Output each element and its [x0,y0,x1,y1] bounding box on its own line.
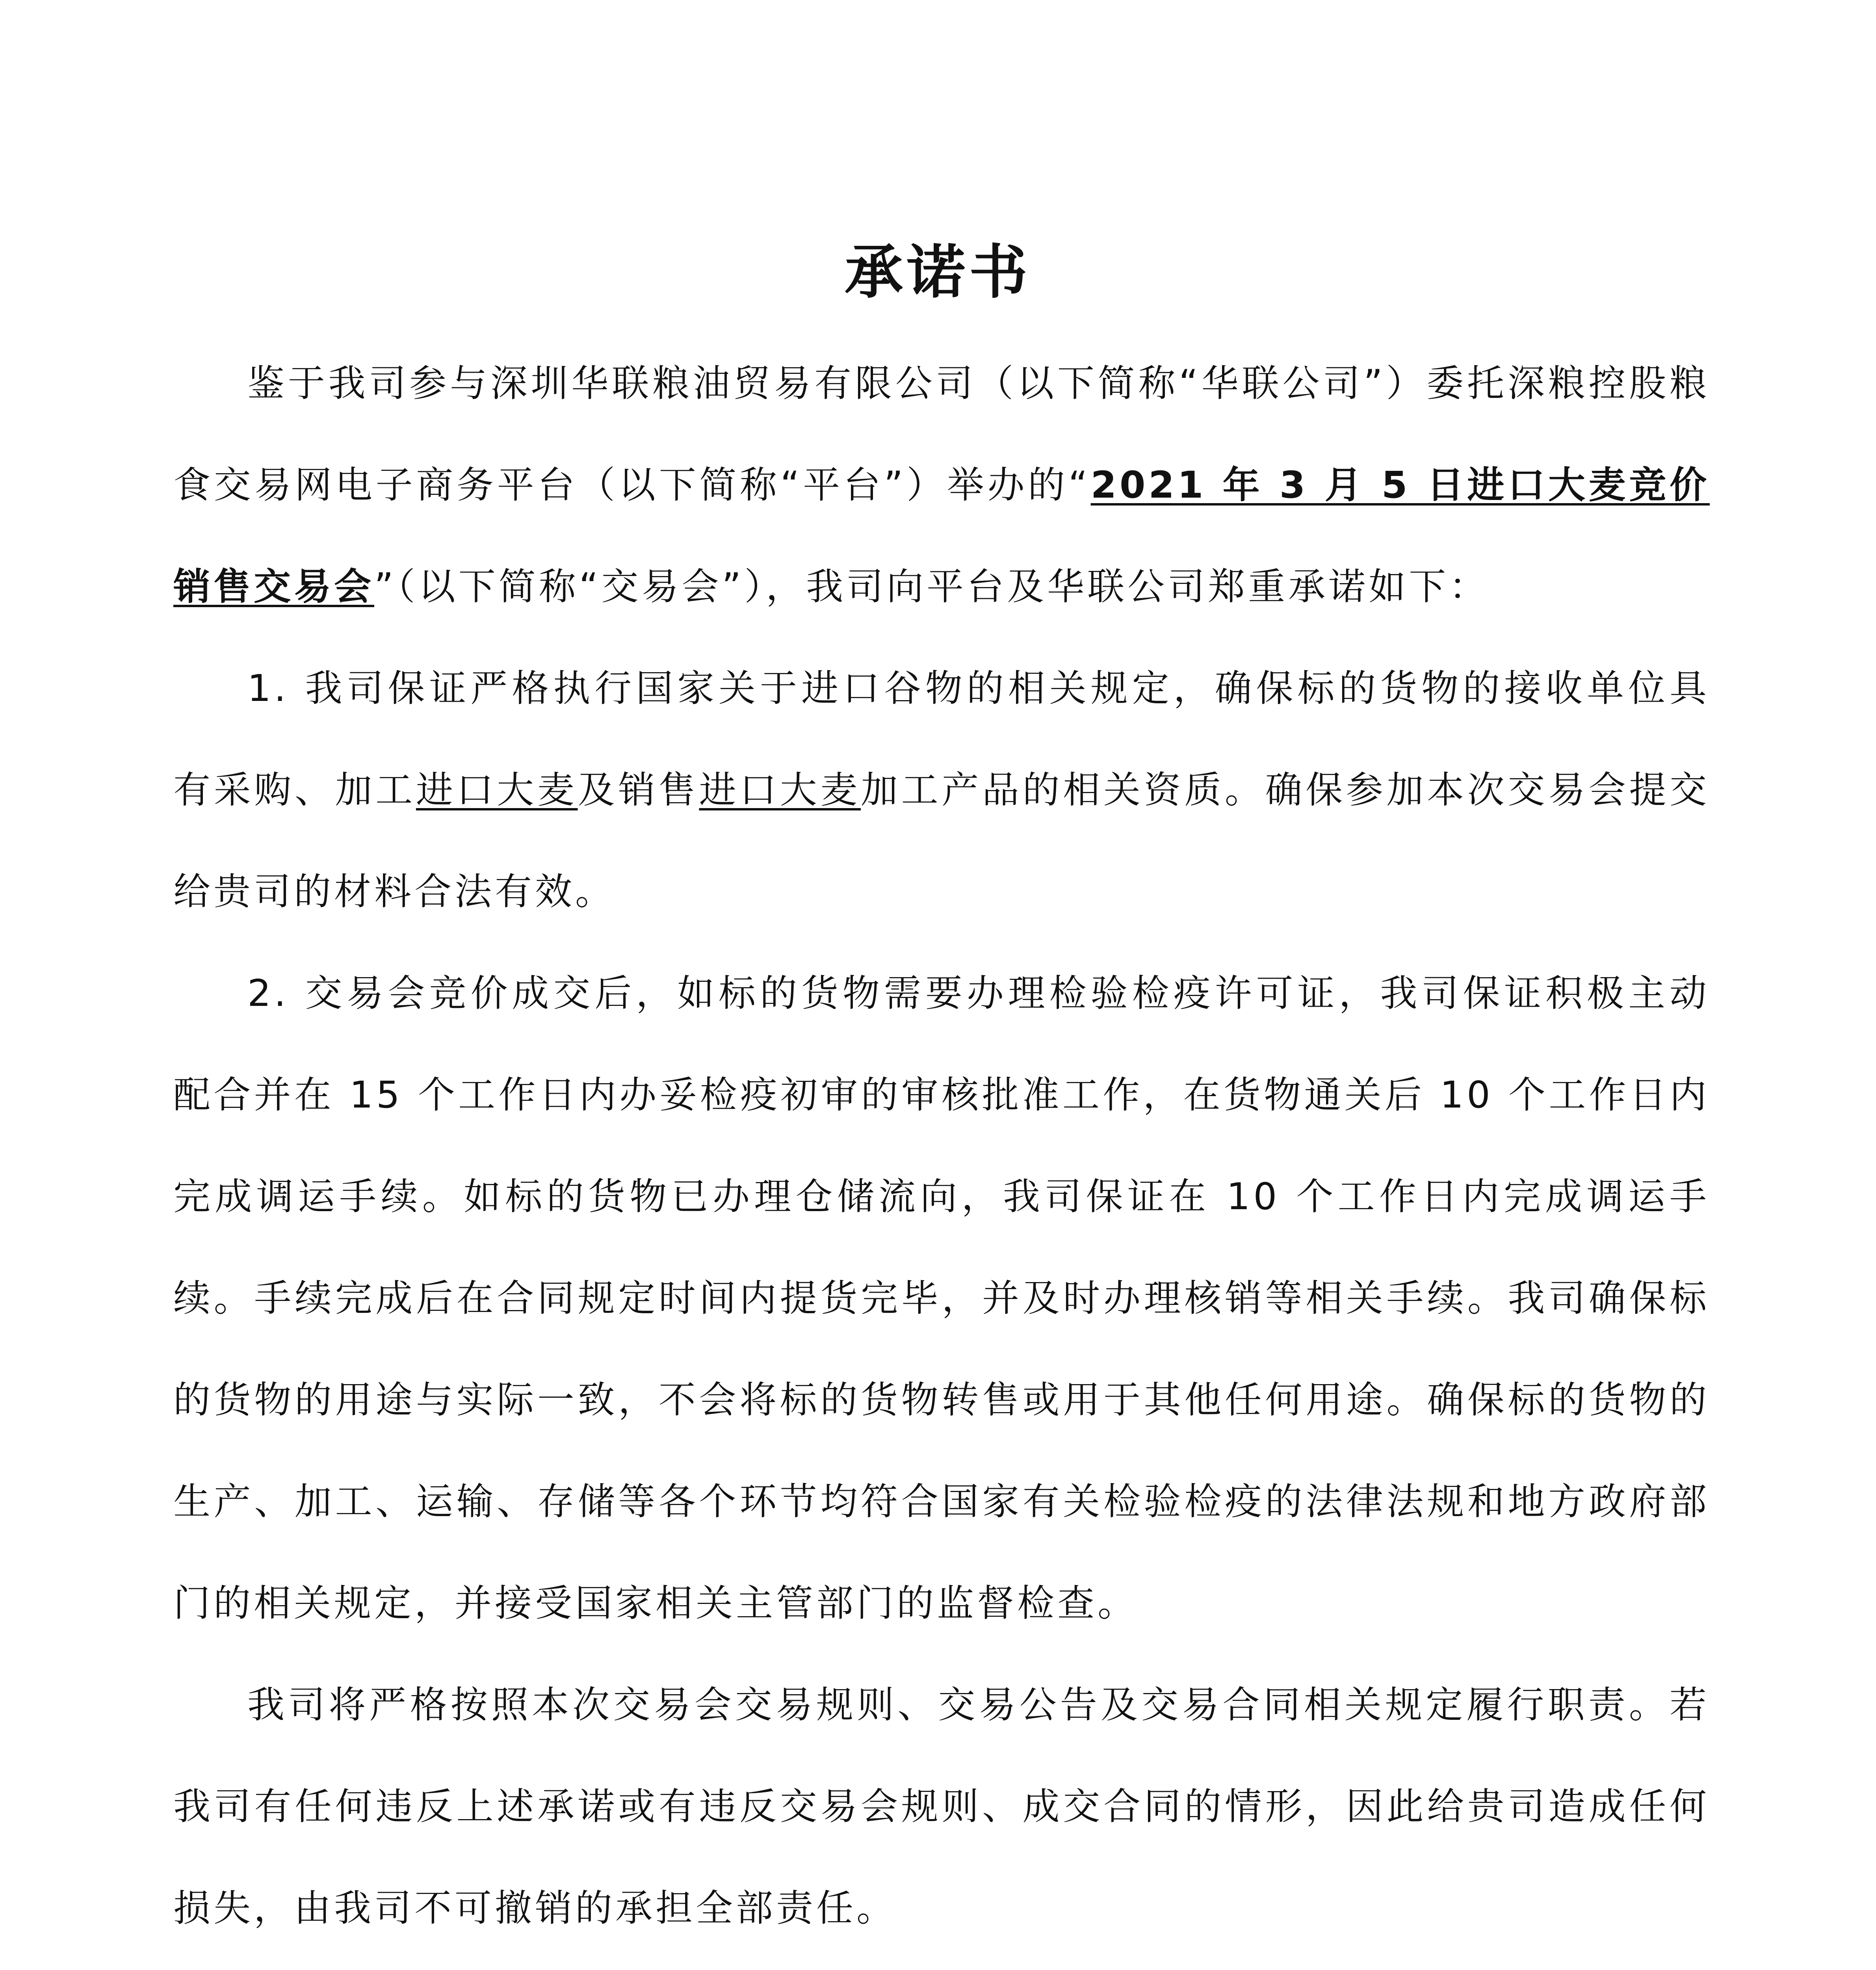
intro-text-pre: 鉴于我司参与深圳华联粮油贸易有限公司（以下简称“华联公司”）委托深粮控股粮食交易网电子商务平台（以下简称“平台”）举办的“ [173,362,1710,507]
intro-text-post: ”（以下简称“交易会”），我司向平台及华联公司郑重承诺如下： [374,565,1490,608]
commitment-1-text-a: 1. 我司保证严格执行国家关于进口谷物的相关规定，确保标的货物的接收单位具有采购、加工 [173,667,1710,812]
paragraph-validity [173,1959,1710,1970]
paragraph-commitment-1 [173,638,1710,943]
paragraph-responsibility: 我司将严格按照本次交易会交易规则、交易公告及交易合同相关规定履行职责。若我司有任何违反上述承诺或有违反交易会规则、成交合同的情形，因此给贵司造成任何损失，由我司不可撤销的承担全部责任。 [173,1684,1710,1930]
event-name: 2021 年 3 月 5 日进口大麦竞价销售交易会 [173,464,1710,608]
commitment-1-text-b: 及销售 [578,769,699,812]
paragraph-intro [173,333,1710,638]
product-name-1: 进口大麦 [416,769,578,812]
document-title: 承诺书 [845,238,1031,306]
paragraph-commitment-2: 2. 交易会竞价成交后，如标的货物需要办理检验检疫许可证，我司保证积极主动配合并在 15 个工作日内办妥检疫初审的审核批准工作，在货物通关后 10 个工作日内完成调运手续。如标的货物已办理仓储流向，我司保证在 10 个工作日内完成调运手续。手续完成后在合同规定时间内提货完毕，并及时办理核销等相关手续。我司确保标的货物的用途与实际一致，不会将标的货物转售或用于其他任何用途。确保标的货物的生产、加工、运输、存储等各个环节均符合国家有关检验检疫的法律法规和地方政府部门的相关规定，并接受国家相关主管部门的监督检查。 [173,972,1710,1625]
product-name-2: 进口大麦 [699,769,861,812]
document-body [173,333,1710,1970]
commitment-1-text-c: 加工产品的相关资质。确保参加本次交易会提交给贵司的材料合法有效。 [173,769,1710,913]
